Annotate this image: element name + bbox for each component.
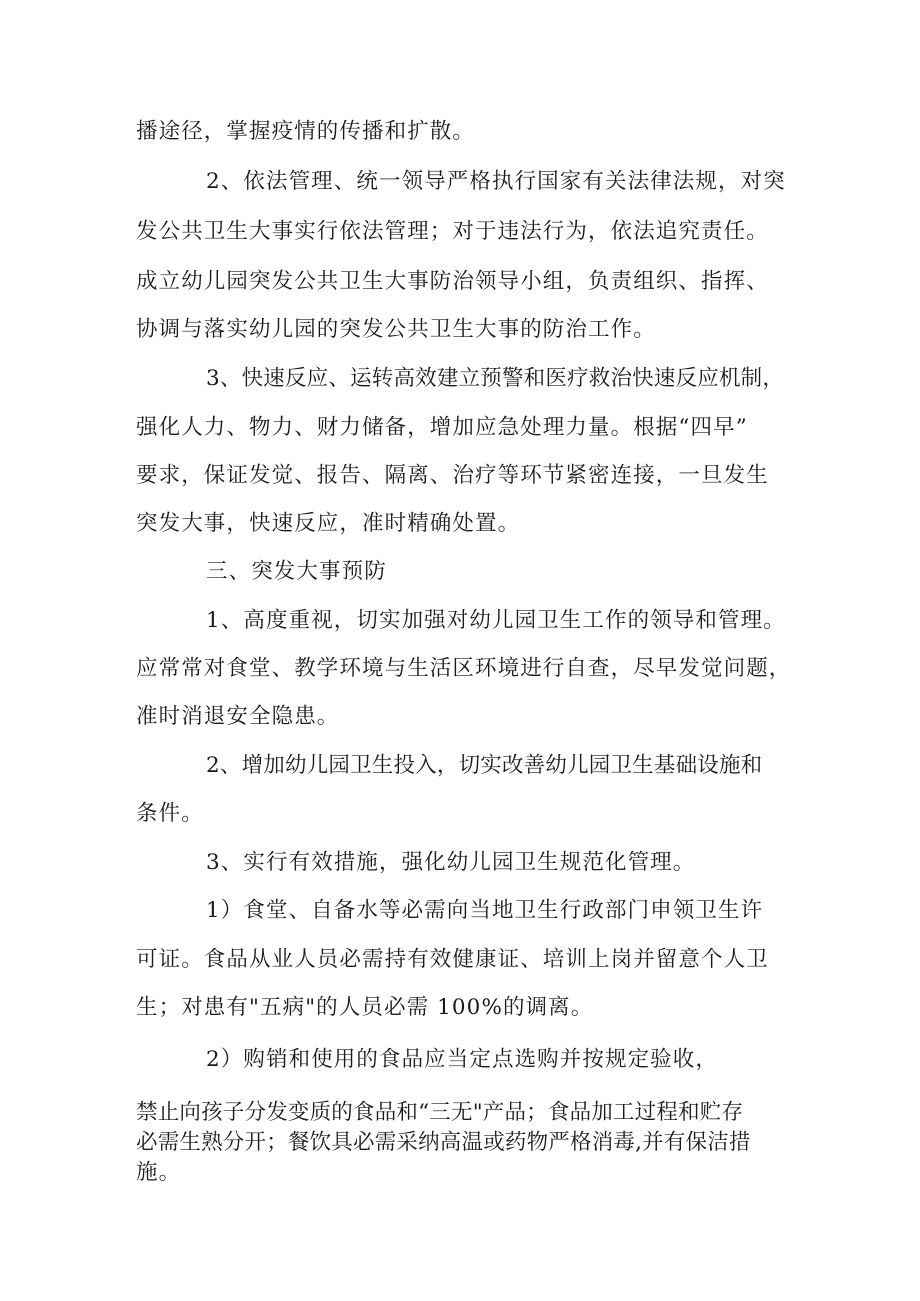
paragraph-line: 生；对患有"五病"的人员必需 100%的调离。 bbox=[136, 995, 594, 1020]
paragraph-line: 3、实行有效措施，强化幼儿园卫生规范化管理。 bbox=[206, 850, 696, 875]
paragraph-line: 发公共卫生大事实行依法管理；对于违法行为，依法追究责任。 bbox=[136, 219, 769, 244]
paragraph-line: 应常常对食堂、教学环境与生活区环境进行自查，尽早发觉问题， bbox=[136, 656, 792, 681]
paragraph-line: 施。 bbox=[136, 1160, 182, 1185]
paragraph-line: 成立幼儿园突发公共卫生大事防治领导小组，负责组织、指挥、 bbox=[136, 269, 769, 294]
paragraph-line: 突发大事，快速反应，准时精确处置。 bbox=[136, 511, 521, 536]
paragraph-line: 必需生熟分开；餐饮具必需采纳高温或药物严格消毒,并有保洁措 bbox=[136, 1130, 751, 1155]
paragraph-line: 3、快速反应、运转高效建立预警和医疗救治快速反应机制， bbox=[206, 366, 785, 391]
paragraph-line: 条件。 bbox=[136, 801, 204, 826]
paragraph-line: 播途径，掌握疫情的传播和扩散。 bbox=[136, 119, 476, 144]
paragraph-line: 准时消退安全隐患。 bbox=[136, 704, 340, 729]
paragraph-line: 可证。食品从业人员必需持有效健康证、培训上岗并留意个人卫 bbox=[136, 947, 769, 972]
section-heading: 三、突发大事预防 bbox=[206, 559, 387, 584]
paragraph-line: 2、增加幼儿园卫生投入，切实改善幼儿园卫生基础设施和 bbox=[206, 753, 763, 778]
paragraph-line: 1）食堂、自备水等必需向当地卫生行政部门申领卫生许 bbox=[206, 898, 764, 923]
paragraph-line: 禁止向孩子分发变质的食品和“三无"产品；食品加工过程和贮存 bbox=[136, 1100, 744, 1125]
paragraph-line: 强化人力、物力、财力储备，增加应急处理力量。根据“四早” bbox=[136, 415, 748, 440]
paragraph-line: 2、依法管理、统一领导严格执行国家有关法律法规，对突 bbox=[206, 169, 786, 194]
paragraph-line: 要求，保证发觉、报告、隔离、治疗等环节紧密连接，一旦发生 bbox=[136, 463, 769, 488]
paragraph-line: 1、高度重视，切实加强对幼儿园卫生工作的领导和管理。 bbox=[206, 608, 786, 633]
paragraph-line: 2）购销和使用的食品应当定点选购并按规定验收， bbox=[206, 1047, 718, 1072]
paragraph-line: 协调与落实幼儿园的突发公共卫生大事的防治工作。 bbox=[136, 317, 656, 342]
